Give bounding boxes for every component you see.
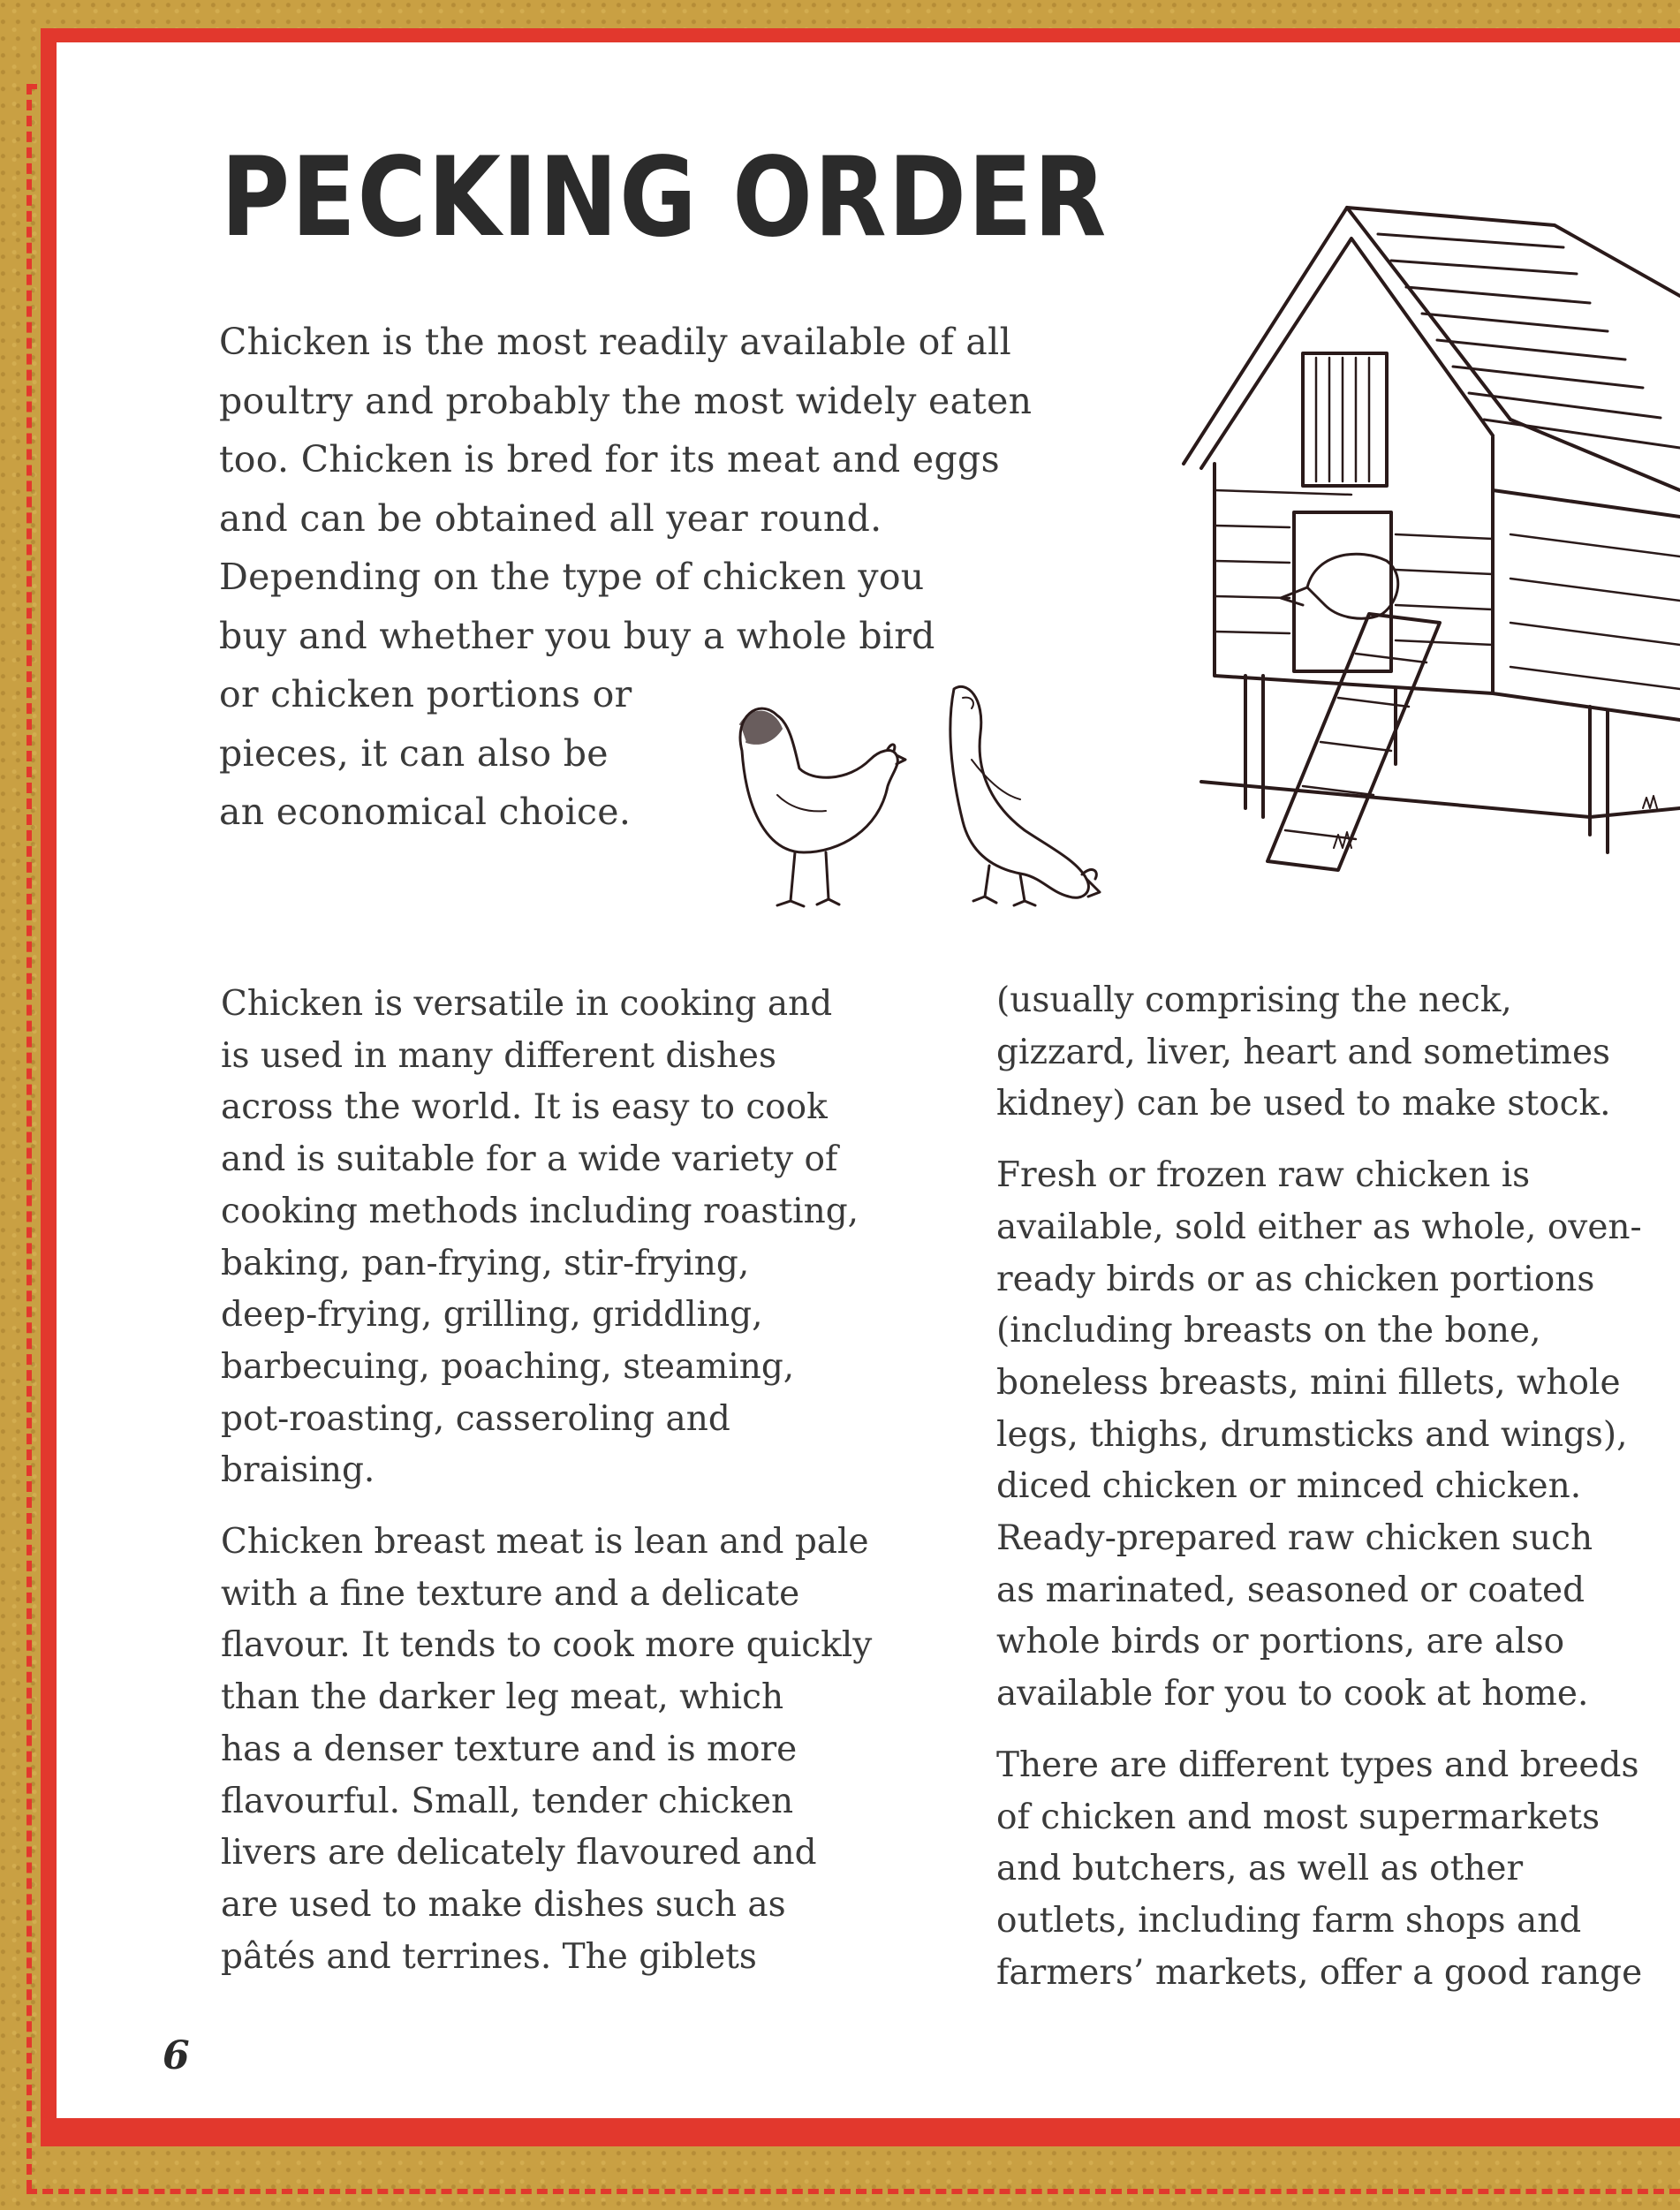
text-line: cooking methods including roasting, [221, 1191, 859, 1231]
left-paragraph-2 [221, 1517, 872, 1983]
intro-line: Depending on the type of chicken you [219, 556, 925, 598]
text-line: and is suitable for a wide variety of [221, 1139, 838, 1180]
text-line: baking, pan-frying, stir-frying, [221, 1243, 750, 1283]
text-line: pâtés and terrines. The giblets [221, 1936, 757, 1977]
text-line: pot-roasting, casseroling and [221, 1398, 730, 1439]
intro-line: or chicken portions or [219, 673, 632, 715]
intro-line: an economical choice. [219, 791, 632, 833]
pecking-hen-illustration [936, 680, 1113, 910]
text-line: than the darker leg meat, which [221, 1677, 784, 1718]
text-line: legs, thighs, drumsticks and wings), [996, 1414, 1628, 1455]
text-line: whole birds or portions, are also [996, 1622, 1565, 1662]
intro-line: and can be obtained all year round. [219, 496, 882, 540]
intro-line: poultry and probably the most widely eaten [219, 379, 1033, 422]
text-line: has a denser texture and is more [221, 1729, 798, 1769]
intro-line: pieces, it can also be [219, 731, 609, 775]
left-column [221, 979, 872, 1983]
intro-line: too. Chicken is bred for its meat and eggs [219, 438, 1000, 481]
text-line: as marinated, seasoned or coated [996, 1570, 1585, 1610]
text-line: farmers’ markets, offer a good range [996, 1952, 1643, 1993]
text-line: deep-frying, grilling, griddling, [221, 1295, 763, 1336]
text-line: boneless breasts, mini fillets, whole [996, 1362, 1621, 1403]
text-line: with a fine texture and a delicate [221, 1573, 800, 1614]
intro-line: Chicken is the most readily available of all [219, 321, 1011, 363]
hen-illustration [724, 698, 910, 910]
intro-line: buy and whether you buy a whole bird [219, 614, 935, 657]
page-number: 6 [163, 2033, 190, 2078]
text-line: ready birds or as chicken portions [996, 1259, 1595, 1299]
text-line: livers are delicately flavoured and [221, 1833, 817, 1873]
page-title: PECKING ORDER [221, 134, 1109, 261]
text-line: kidney) can be used to make stock. [996, 1084, 1611, 1124]
text-line: Fresh or frozen raw chicken is [996, 1155, 1531, 1196]
text-line: available, sold either as whole, oven- [996, 1207, 1642, 1247]
text-line: Chicken is versatile in cooking and [221, 984, 833, 1024]
text-line: (including breasts on the bone, [996, 1311, 1541, 1351]
text-line: across the world. It is easy to cook [221, 1087, 828, 1128]
text-line: and butchers, as well as other [996, 1849, 1524, 1889]
intro-paragraph [219, 313, 1032, 842]
text-line: Ready-prepared raw chicken such [996, 1518, 1593, 1559]
chicken-coop-illustration [1175, 199, 1680, 879]
right-column [996, 975, 1642, 1999]
text-line: diced chicken or minced chicken. [996, 1466, 1582, 1507]
left-paragraph-1 [221, 979, 872, 1497]
text-line: gizzard, liver, heart and sometimes [996, 1032, 1611, 1072]
text-line: braising. [221, 1450, 375, 1491]
text-line: available for you to cook at home. [996, 1674, 1589, 1714]
text-line: (usually comprising the neck, [996, 980, 1512, 1020]
text-line: of chicken and most supermarkets [996, 1797, 1601, 1837]
right-paragraph-3 [996, 1740, 1642, 2000]
text-line: flavour. It tends to cook more quickly [221, 1625, 873, 1666]
text-line: outlets, including farm shops and [996, 1900, 1582, 1941]
text-line: flavourful. Small, tender chicken [221, 1781, 794, 1821]
text-line: Chicken breast meat is lean and pale [221, 1522, 869, 1563]
text-line: are used to make dishes such as [221, 1884, 786, 1925]
dashed-border-left [26, 84, 32, 2191]
right-paragraph-2 [996, 1150, 1642, 1721]
dashed-border-bottom [26, 2189, 1680, 2194]
text-line: is used in many different dishes [221, 1035, 777, 1076]
text-line: There are different types and breeds [996, 1745, 1639, 1785]
text-line: barbecuing, poaching, steaming, [221, 1346, 795, 1387]
right-paragraph-1 [996, 975, 1642, 1131]
